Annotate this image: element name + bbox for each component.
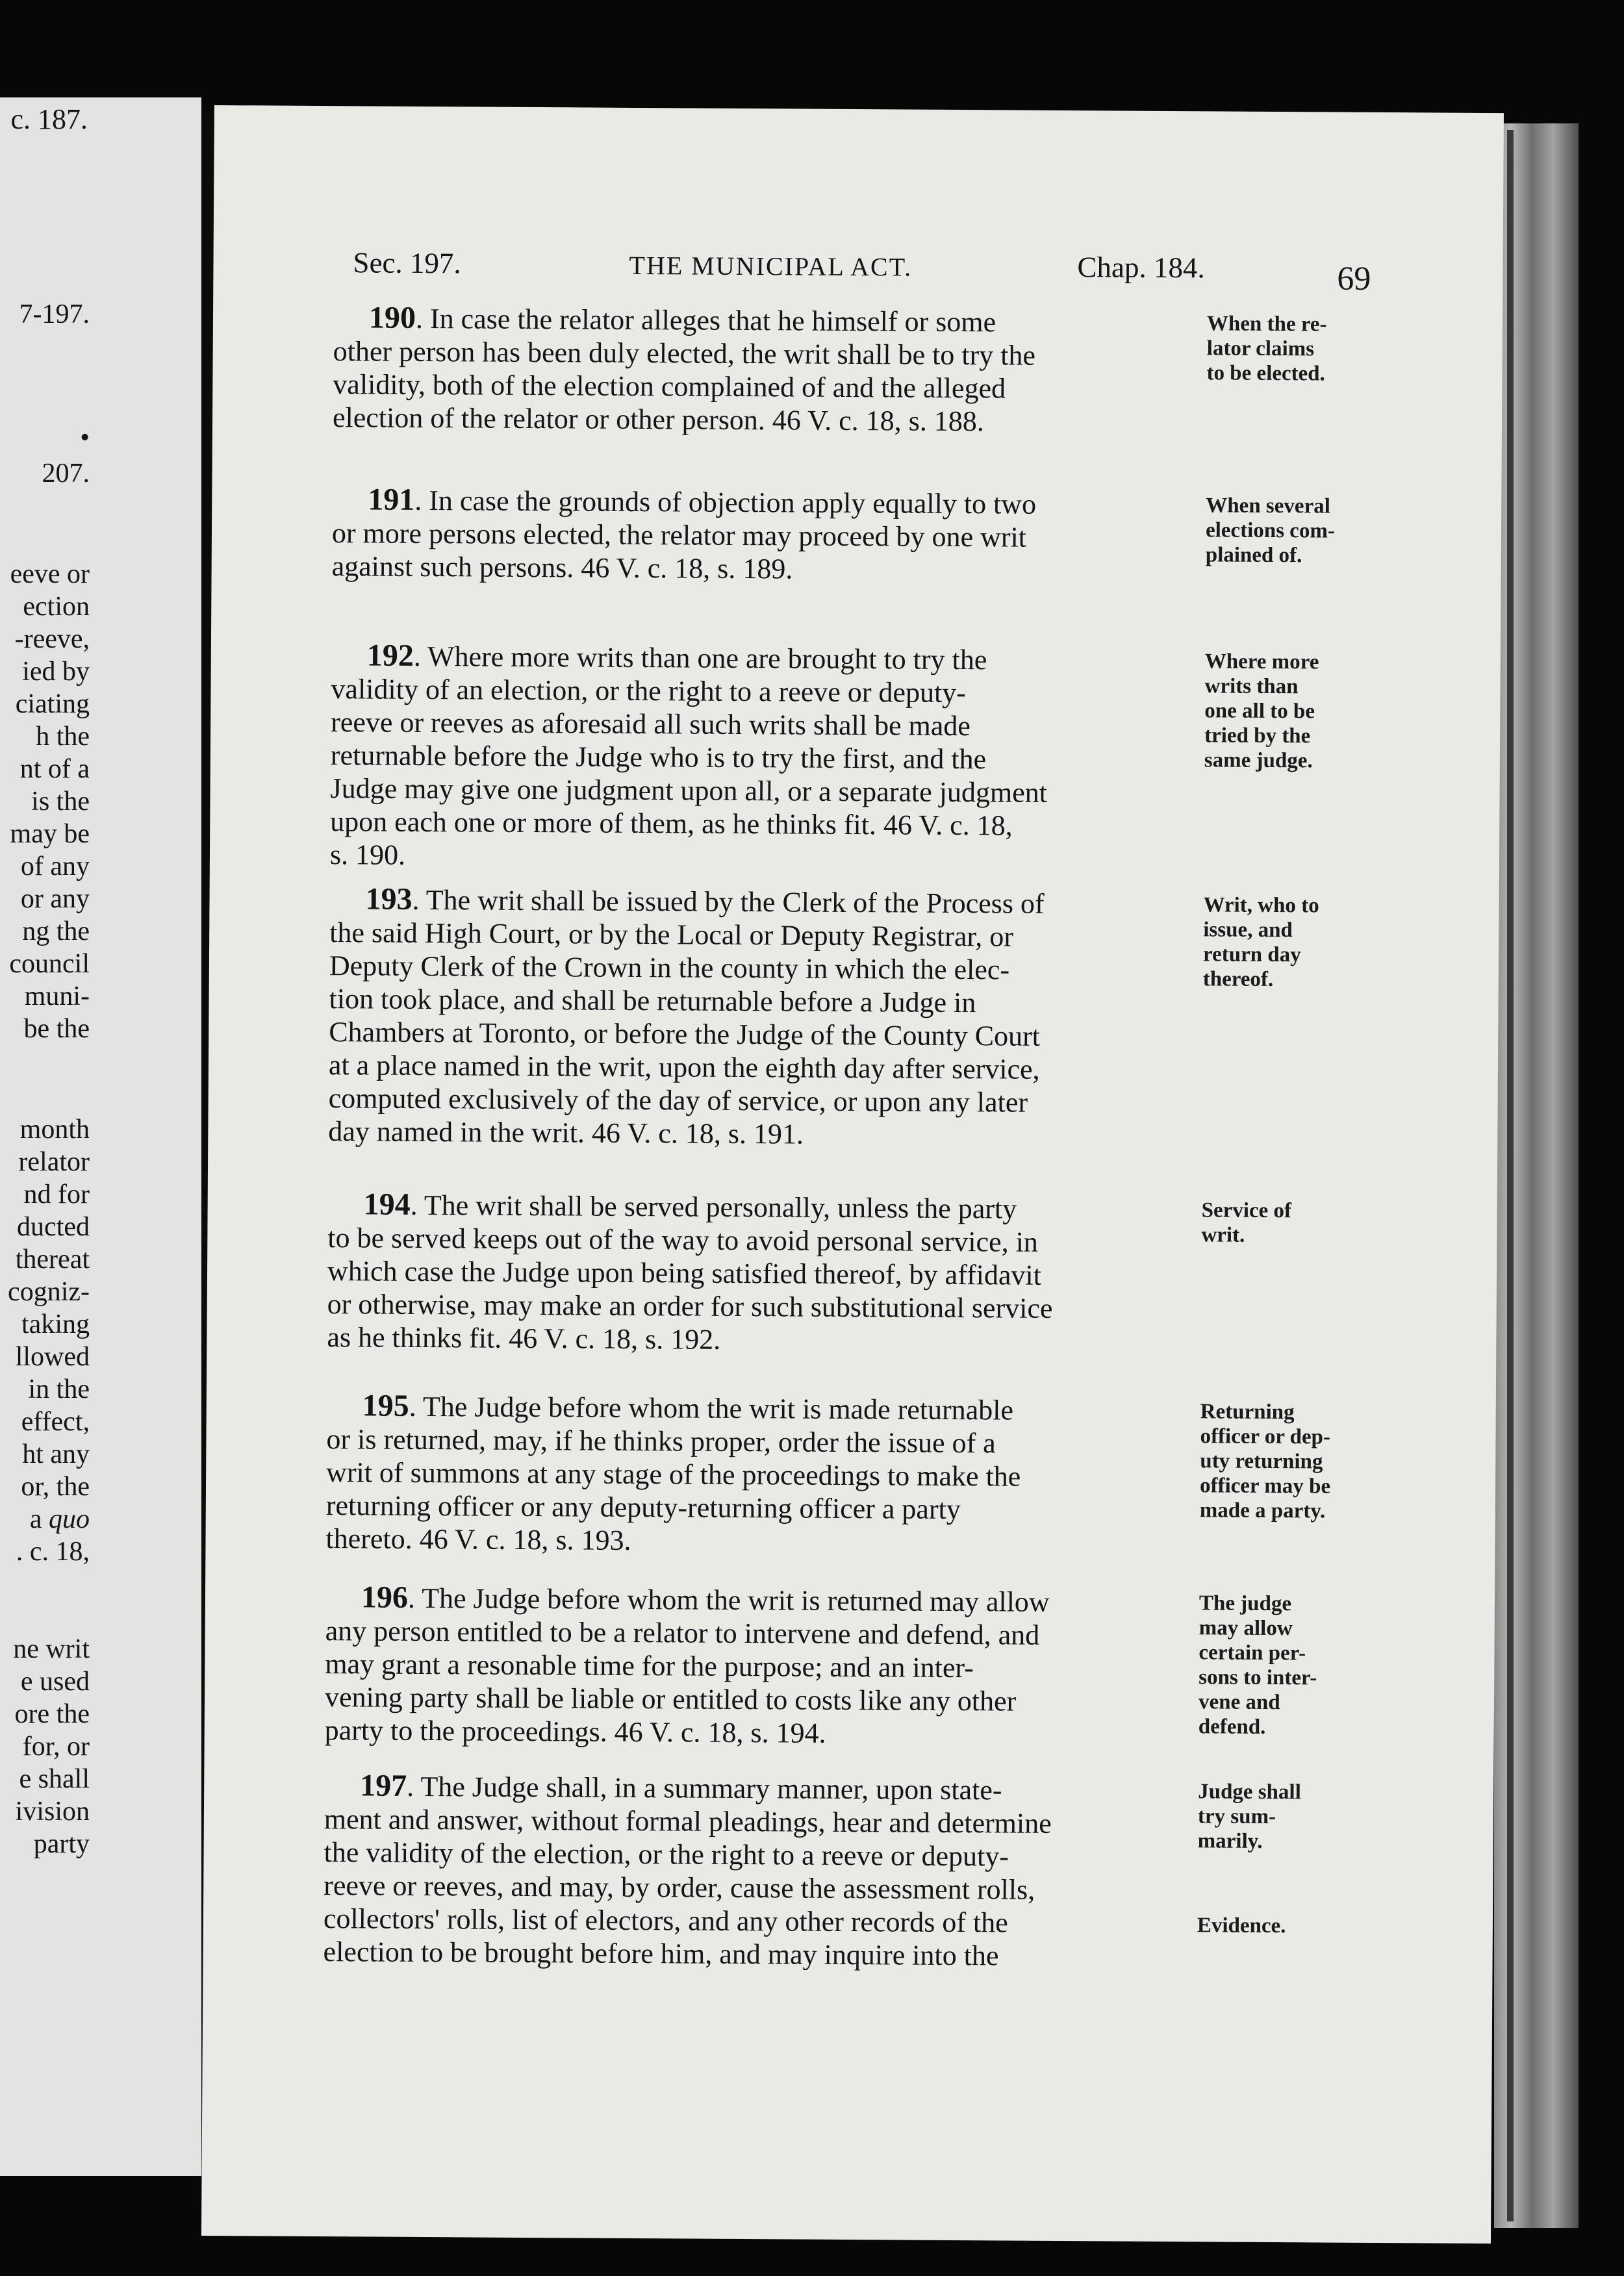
- left-page-line: cogniz-: [8, 1277, 90, 1307]
- section-number: 195: [362, 1388, 409, 1423]
- section-line-text: The Judge before whom the writ is made returnable: [422, 1390, 1014, 1426]
- margin-note-line: marily.: [1197, 1829, 1263, 1853]
- left-page-line: -reeve,: [14, 624, 90, 654]
- margin-note-line: Where more: [1204, 650, 1319, 674]
- left-page-line: of any: [20, 852, 90, 881]
- section-number: 193: [365, 881, 412, 917]
- section-line-text: The Judge before whom the writ is returned may allow: [422, 1582, 1050, 1618]
- section-line: returning officer or any deputy-returning officer a party: [325, 1489, 961, 1526]
- section-line-text: The Judge shall, in a summary manner, upon state-: [420, 1770, 1002, 1806]
- left-page-line: month: [19, 1115, 90, 1144]
- section-line: Judge may give one judgment upon all, or a separate judgment: [330, 772, 1048, 809]
- margin-note: [1200, 1399, 1382, 1524]
- left-page-line: ducted: [17, 1212, 90, 1242]
- section-first-line: 191. In case the grounds of objection apply equally to two: [368, 482, 1037, 520]
- section-number: 191: [368, 482, 415, 517]
- margin-note-line: defend.: [1198, 1715, 1266, 1739]
- section-192: [211, 638, 1501, 871]
- left-page-line: thereat: [15, 1245, 90, 1274]
- section-first-line: 194. The writ shall be served personally, unless the party: [363, 1187, 1017, 1225]
- section-line: or is returned, may, if he thinks proper, order the issue of a: [326, 1423, 996, 1460]
- margin-note-line: writs than: [1204, 674, 1299, 699]
- margin-note: [1201, 1198, 1383, 1248]
- margin-note-line: vene and: [1198, 1690, 1280, 1715]
- section-first-line: 197. The Judge shall, in a summary manner, upon state-: [360, 1768, 1002, 1806]
- section-first-line: 193. The writ shall be issued by the Clerk of the Process of: [365, 881, 1045, 920]
- margin-note: [1206, 311, 1389, 386]
- left-page-line: ng the: [22, 917, 90, 946]
- left-page-line: 207.: [42, 459, 90, 488]
- section-line: any person entitled to be a relator to intervene and defend, and: [325, 1615, 1040, 1651]
- section-line: against such persons. 46 V. c. 18, s. 189.: [331, 550, 793, 585]
- left-page-line: ection: [23, 592, 90, 622]
- left-page-line: eeve or: [10, 559, 90, 589]
- section-body: [327, 1187, 1186, 1359]
- margin-note-line: officer or dep-: [1200, 1424, 1331, 1449]
- section-line: Deputy Clerk of the Crown in the county in which the elec-: [329, 950, 1010, 986]
- left-page-line: ied by: [22, 657, 90, 687]
- margin-note-line: thereof.: [1202, 967, 1274, 991]
- section-195: [207, 1388, 1496, 1556]
- page-edge-shadow: [1507, 130, 1514, 2221]
- section-line: party to the proceedings. 46 V. c. 18, s. 194.: [324, 1714, 826, 1749]
- left-page-line: effect,: [21, 1407, 90, 1437]
- margin-note-line: may allow: [1199, 1616, 1293, 1641]
- left-page-line: is the: [31, 787, 90, 816]
- margin-note-line: The judge: [1199, 1591, 1292, 1616]
- header-section: Sec. 197.: [353, 246, 461, 280]
- left-page-line: nt of a: [19, 754, 90, 784]
- left-page-line: ciating: [15, 689, 90, 719]
- section-first-line: 192. Where more writs than one are brought to try the: [366, 638, 987, 676]
- left-page-line: or, the: [21, 1472, 90, 1502]
- left-page-line: for, or: [22, 1732, 90, 1762]
- margin-note: [1204, 649, 1387, 774]
- section-body: [323, 1769, 1182, 1973]
- section-number: 197: [360, 1768, 407, 1803]
- section-line: validity, both of the election complained of and the alleged: [333, 368, 1006, 405]
- section-197: [204, 1768, 1493, 1972]
- margin-note: [1206, 493, 1388, 568]
- section-line: computed exclusively of the day of service, or upon any later: [328, 1082, 1028, 1119]
- section-line: as he thinks fit. 46 V. c. 18, s. 192.: [327, 1321, 721, 1356]
- section-line: the said High Court, or by the Local or Deputy Registrar, or: [329, 917, 1014, 953]
- section-line: tion took place, and shall be returnable before a Judge in: [329, 983, 976, 1019]
- page-number: 69: [1337, 260, 1371, 297]
- left-page-line: ht any: [22, 1439, 90, 1469]
- section-line: reeve or reeves, and may, by order, cause the assessment rolls,: [324, 1869, 1035, 1906]
- section-line: vening party shall be liable or entitled to costs like any other: [324, 1681, 1017, 1717]
- section-line: collectors' rolls, list of electors, and any other records of the: [323, 1903, 1008, 1939]
- section-line-text: In case the relator alleges that he himself or some: [429, 303, 996, 338]
- left-page-line: h the: [36, 722, 90, 752]
- margin-note-line: writ.: [1201, 1223, 1245, 1247]
- section-194: [208, 1187, 1497, 1356]
- section-line: to be served keeps out of the way to avoid personal service, in: [327, 1222, 1039, 1258]
- section-line: other person has been duly elected, the writ shall be to try the: [333, 335, 1036, 372]
- left-page-line: ivision: [15, 1797, 90, 1827]
- margin-note-line: Returning: [1200, 1400, 1295, 1424]
- margin-note-line: Service of: [1201, 1198, 1292, 1223]
- section-line-text: Where more writs than one are brought to try the: [427, 640, 987, 676]
- left-page-line: •: [80, 423, 90, 453]
- main-page: [201, 105, 1504, 2244]
- margin-note-line: to be elected.: [1206, 361, 1325, 386]
- left-page-line: . c. 18,: [16, 1537, 90, 1567]
- margin-note-line: Evidence.: [1197, 1914, 1286, 1938]
- left-page-line: e shall: [19, 1764, 90, 1794]
- section-line: may grant a resonable time for the purpose; and an inter-: [325, 1648, 974, 1684]
- left-page-line: 7-197.: [19, 299, 90, 329]
- margin-note: [1198, 1779, 1380, 1854]
- left-page-line: taking: [21, 1309, 90, 1339]
- margin-note-line: tried by the: [1204, 724, 1311, 748]
- margin-note-line: one all to be: [1204, 699, 1315, 724]
- section-line: ment and answer, without formal pleadings, hear and determine: [324, 1803, 1052, 1840]
- margin-note-line: elections com-: [1205, 518, 1335, 543]
- margin-note-line: officer may be: [1199, 1474, 1331, 1498]
- left-page-line: llowed: [15, 1342, 90, 1372]
- section-line-text: The writ shall be served personally, unless the party: [424, 1189, 1017, 1225]
- section-body: [325, 1580, 1184, 1752]
- section-line: thereto. 46 V. c. 18, s. 193.: [325, 1523, 631, 1556]
- section-body: [332, 483, 1190, 588]
- margin-note-line: Judge shall: [1198, 1780, 1301, 1804]
- section-line: at a place named in the writ, upon the eighth day after service,: [328, 1049, 1040, 1085]
- section-first-line: 196. The Judge before whom the writ is returned may allow: [361, 1580, 1050, 1618]
- section-line: which case the Judge upon being satisfied thereof, by affidavit: [327, 1255, 1042, 1291]
- section-line: Chambers at Toronto, or before the Judge of the County Court: [329, 1016, 1041, 1052]
- left-facing-page: [0, 97, 201, 2176]
- section-number: 190: [368, 300, 416, 335]
- section-line: election to be brought before him, and may inquire into the: [323, 1936, 999, 1972]
- left-page-line: council: [9, 949, 90, 979]
- margin-note-line: Writ, who to: [1203, 893, 1319, 918]
- left-page-line: in the: [28, 1374, 90, 1404]
- left-page-line: be the: [23, 1014, 90, 1044]
- left-page-line: party: [33, 1829, 90, 1859]
- margin-note-line: When several: [1206, 494, 1330, 518]
- section-line: or otherwise, may make an order for such substitutional service: [327, 1288, 1053, 1324]
- section-196: [205, 1580, 1495, 1749]
- left-page-line: muni-: [24, 981, 90, 1011]
- margin-note-line: When the re-: [1206, 312, 1327, 336]
- header-chapter: Chap. 184.: [1077, 251, 1205, 284]
- section-first-line: 195. The Judge before whom the writ is made returnable: [362, 1388, 1014, 1426]
- section-line: day named in the writ. 46 V. c. 18, s. 191.: [328, 1115, 804, 1150]
- margin-note-line: made a party.: [1199, 1498, 1326, 1523]
- section-191: [212, 482, 1501, 585]
- section-line: returnable before the Judge who is to try the first, and the: [330, 739, 987, 776]
- left-page-line: e used: [20, 1667, 90, 1697]
- margin-note-line: issue, and: [1203, 918, 1293, 942]
- section-body: [330, 639, 1189, 876]
- left-page-line: relator: [18, 1147, 90, 1177]
- section-line-text: The writ shall be issued by the Clerk of the Process of: [425, 884, 1045, 920]
- left-page-line: ne writ: [13, 1634, 90, 1664]
- section-body: [325, 1389, 1184, 1560]
- section-body: [333, 301, 1191, 439]
- margin-note: [1199, 1591, 1381, 1740]
- section-number: 196: [361, 1580, 409, 1615]
- running-header: [213, 245, 1503, 297]
- section-line: s. 190.: [329, 839, 406, 871]
- margin-note-evidence: [1197, 1913, 1379, 1939]
- left-page-line: a quo: [29, 1504, 90, 1534]
- margin-note-line: plained of.: [1205, 543, 1302, 568]
- left-page-line: may be: [10, 819, 90, 849]
- left-page-line: c. 187.: [10, 103, 88, 135]
- section-first-line: 190. In case the relator alleges that he himself or some: [368, 300, 996, 338]
- section-line-text: In case the grounds of objection apply equally to two: [429, 485, 1037, 520]
- header-title: THE MUNICIPAL ACT.: [629, 250, 913, 282]
- section-line: writ of summons at any stage of the proceedings to make the: [325, 1456, 1021, 1493]
- section-body: [328, 882, 1187, 1153]
- margin-note-line: lator claims: [1206, 336, 1315, 361]
- margin-note-line: certain per-: [1199, 1641, 1306, 1665]
- margin-note-line: sons to inter-: [1199, 1665, 1317, 1690]
- margin-note-line: return day: [1202, 942, 1301, 967]
- margin-note-line: uty returning: [1200, 1449, 1323, 1474]
- section-line: upon each one or more of them, as he thinks fit. 46 V. c. 18,: [330, 805, 1013, 842]
- margin-note: [1203, 892, 1386, 993]
- section-line: the validity of the election, or the right to a reeve or deputy-: [324, 1836, 1009, 1873]
- section-line: reeve or reeves as aforesaid all such writs shall be made: [331, 706, 971, 742]
- section-number: 194: [363, 1187, 411, 1222]
- left-page-line: nd for: [23, 1180, 90, 1209]
- left-page-line: or any: [20, 884, 90, 914]
- section-line: validity of an election, or the right to a reeve or deputy-: [331, 673, 967, 709]
- margin-note-line: try sum-: [1197, 1804, 1276, 1829]
- section-number: 192: [366, 638, 414, 673]
- margin-note-line: same judge.: [1204, 748, 1313, 773]
- left-page-line: ore the: [14, 1699, 90, 1729]
- section-line: or more persons elected, the relator may proceed by one writ: [331, 517, 1027, 553]
- section-193: [210, 881, 1499, 1150]
- section-line: election of the relator or other person. 46 V. c. 18, s. 188.: [332, 401, 985, 438]
- section-190: [213, 300, 1503, 438]
